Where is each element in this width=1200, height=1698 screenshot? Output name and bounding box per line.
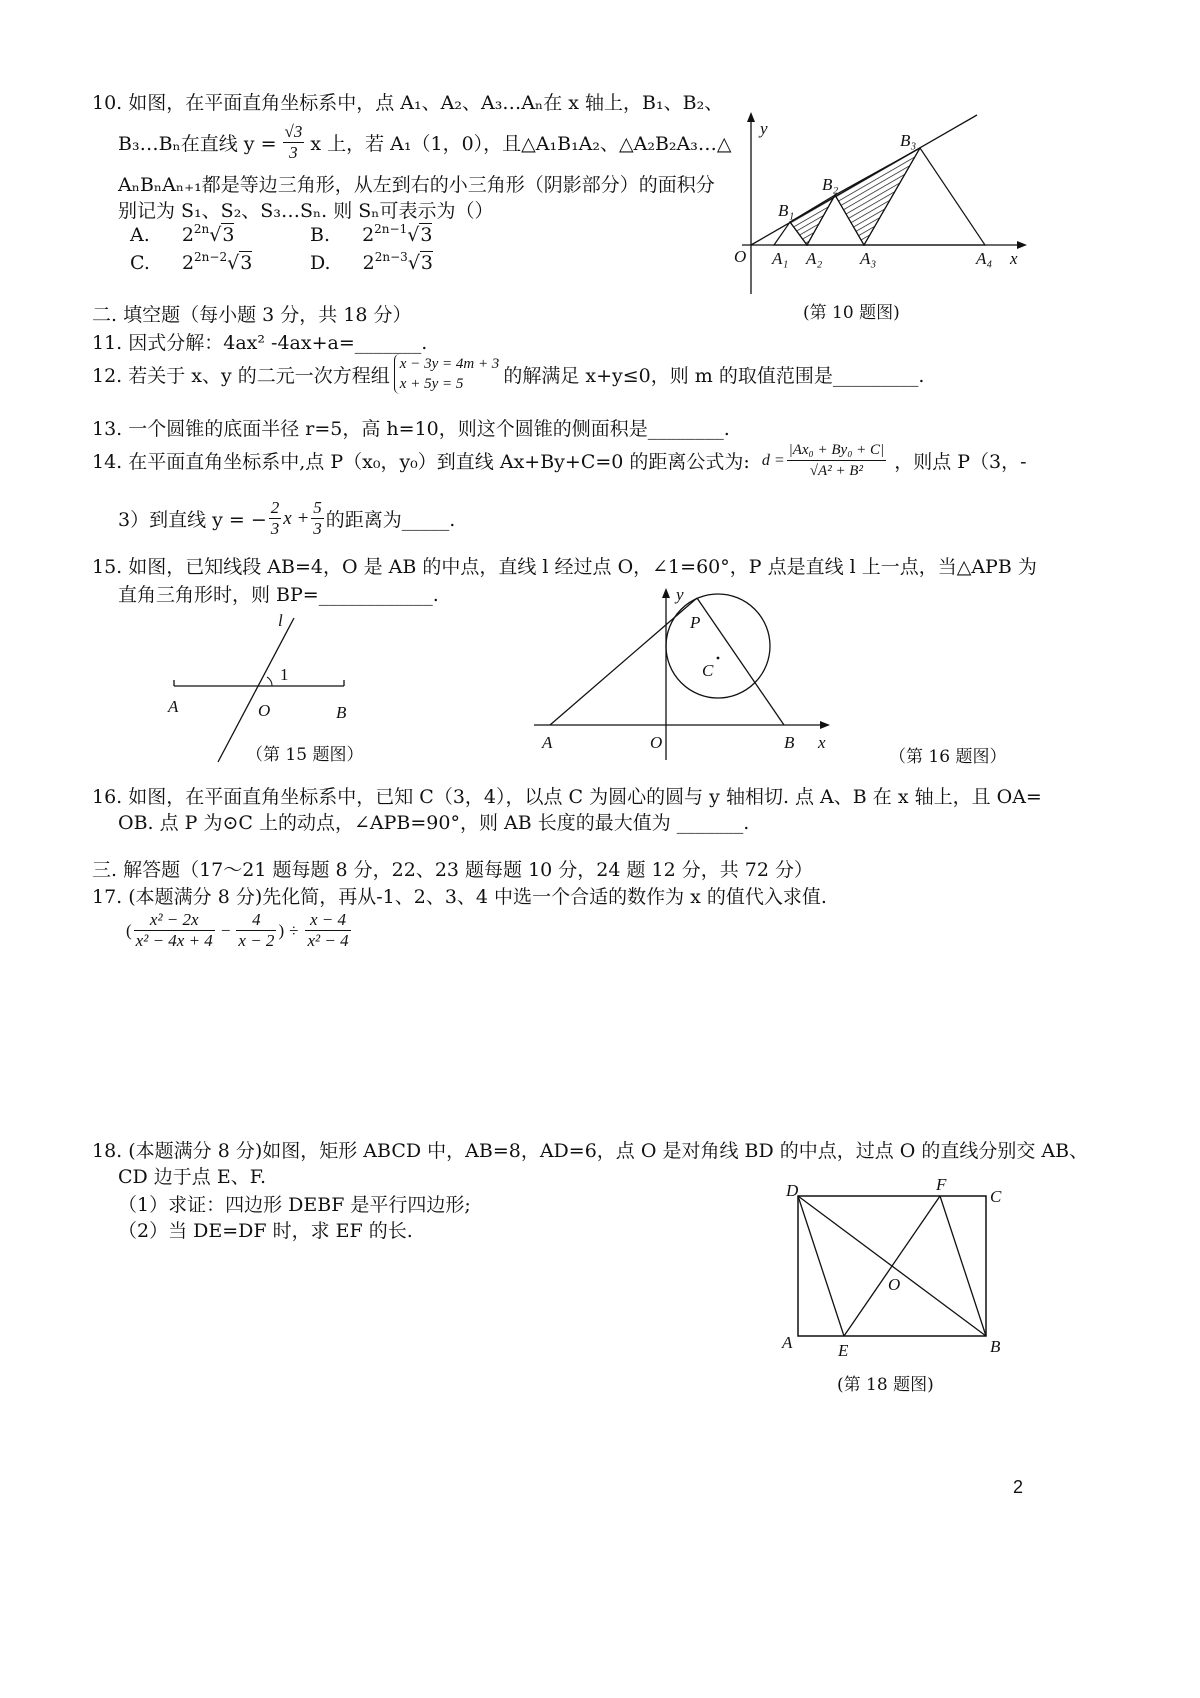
label-e: E xyxy=(838,1341,849,1360)
x-axis-arrow xyxy=(820,721,830,729)
x-axis-arrow xyxy=(1017,241,1027,249)
label-a3: A₃ xyxy=(860,249,877,268)
q14-line2-pre: 3）到直线 y = − xyxy=(118,509,267,531)
q14-frac1 xyxy=(269,498,282,539)
option-letter: D. xyxy=(310,252,331,274)
q10-line1: 10. 如图，在平面直角坐标系中，点 A₁、A₂、A₃…Aₙ在 x 轴上，B₁、B₂、 xyxy=(92,92,724,114)
q14-mid: x + xyxy=(283,507,310,529)
q14-d: d = xyxy=(761,451,785,469)
q17-expression: ( $\frac{\text{x² − 2x}}{\text{x² − 4x + 4}}$ − $\frac{4}{x - 2}$ ) ÷ $\frac{x - 4}{\text{x² − 4}}$ xyxy=(126,910,349,950)
label-o: O xyxy=(258,701,271,720)
q17-line1: 17. (本题满分 8 分)先化简，再从-1、2、3、4 中选一个合适的数作为 x 的值代入求值. xyxy=(92,886,827,908)
q13: 13. 一个圆锥的底面半径 r=5，高 h=10，则这个圆锥的侧面积是________. xyxy=(92,418,730,440)
q18-figure xyxy=(780,1170,1040,1360)
q18-line1: 18. (本题满分 8 分)如图，矩形 ABCD 中，AB=8，AD=6，点 O 是对角线 BD 的中点，过点 O 的直线分别交 AB、 xyxy=(92,1140,1089,1162)
q10-line4: 别记为 S₁、S₂、S₃…Sₙ. 则 Sₙ可表示为（） xyxy=(118,200,494,222)
q16-figure-caption: （第 16 题图） xyxy=(889,747,1007,767)
frac-den: x² − 4 xyxy=(307,931,349,950)
q15-line1: 15. 如图，已知线段 AB=4，O 是 AB 的中点，直线 l 经过点 O，∠1=60°，P 点是直线 l 上一点，当△APB 为 xyxy=(92,556,1037,578)
label-y: y xyxy=(676,585,684,604)
q10-option-b[interactable]: B. $2^{2n-1}√3$ xyxy=(310,222,433,246)
q10-option-c[interactable]: C. $2^{2n-2}√3$ xyxy=(130,250,253,274)
q10-line2-pre: B₃…Bₙ在直线 y = xyxy=(118,133,277,155)
label-l: l xyxy=(278,611,283,630)
q16-figure xyxy=(534,582,844,762)
label-b1: B₁ xyxy=(778,201,795,220)
option-letter: C. xyxy=(130,252,150,274)
frac-num: x² − 2x xyxy=(149,910,199,929)
q14-pre: 14. 在平面直角坐标系中,点 P（x₀，y₀）到直线 Ax+By+C=0 的距离公式为: xyxy=(92,451,750,473)
label-b: B xyxy=(990,1337,1001,1356)
label-a: A xyxy=(782,1333,793,1352)
label-f: F xyxy=(936,1175,947,1194)
shaded-2 xyxy=(835,148,920,245)
label-c: C xyxy=(702,661,714,680)
frac-num: 5 xyxy=(313,498,322,517)
q18-part1: （1）求证：四边形 DEBF 是平行四边形; xyxy=(118,1194,471,1216)
label-a: A xyxy=(168,697,179,716)
center-dot xyxy=(717,657,720,660)
q18-part2: （2）当 DE=DF 时，求 EF 的长. xyxy=(118,1220,413,1242)
q10-line2 xyxy=(118,122,732,163)
q10-option-a[interactable]: A. $2^{2n}√3$ xyxy=(130,222,235,246)
y-axis-arrow xyxy=(747,112,755,122)
q14-frac2 xyxy=(311,498,324,539)
q10-line2-post: x 上，若 A₁（1，0），且△A₁B₁A₂、△A₂B₂A₃…△ xyxy=(310,133,732,155)
label-d: D xyxy=(786,1181,799,1200)
section3-heading: 三. 解答题（17～21 题每题 8 分，22、23 题每题 10 分，24 题 12 分，共 72 分） xyxy=(92,859,814,881)
label-x: x xyxy=(818,733,826,752)
q10-figure-caption: (第 10 题图) xyxy=(803,303,900,323)
q18-figure-caption: (第 18 题图) xyxy=(837,1375,934,1395)
option-exponent: 2n−3 xyxy=(374,250,408,264)
q10-option-d[interactable]: D. $2^{2n-3}√3$ xyxy=(310,250,434,274)
q12 xyxy=(92,354,924,394)
label-a: A xyxy=(542,733,553,752)
frac-den: x − 2 xyxy=(238,931,275,950)
label-p: P xyxy=(690,613,701,632)
q16-line1: 16. 如图，在平面直角坐标系中，已知 C（3，4），以点 C 为圆心的圆与 y 轴相切. 点 A、B 在 x 轴上，且 OA= xyxy=(92,786,1042,808)
q15-figure-caption: （第 15 题图） xyxy=(246,745,364,765)
q17-frac1 xyxy=(134,910,215,951)
frac-num: 4 xyxy=(252,910,261,929)
label-b3: B₃ xyxy=(900,131,917,150)
q10-figure xyxy=(732,112,1032,312)
segment-de xyxy=(798,1196,844,1336)
q14-line2-post: 的距离为_____. xyxy=(325,509,456,531)
q10-line3: AₙBₙAₙ₊₁都是等边三角形，从左到右的小三角形（阴影部分）的面积分 xyxy=(118,174,715,196)
q12-equation-system xyxy=(394,354,500,394)
q14-formula-den: √A² + B² xyxy=(787,460,887,481)
frac-num: x − 4 xyxy=(310,910,347,929)
q14-formula-num: |Ax₀ + By₀ + C| xyxy=(788,442,885,458)
q12-post: 的解满足 x+y≤0，则 m 的取值范围是_________. xyxy=(503,364,925,387)
q10-line2-fraction xyxy=(283,122,305,163)
label-c: C xyxy=(990,1187,1002,1206)
label-b2: B₂ xyxy=(822,175,839,194)
label-o: O xyxy=(888,1275,901,1294)
frac-den: 3 xyxy=(270,519,280,538)
q15-line2: 直角三角形时，则 BP=____________. xyxy=(118,584,439,606)
q14-post: ，则点 P（3，- xyxy=(894,451,1027,473)
q18-line2: CD 边于点 E、F. xyxy=(118,1166,266,1188)
option-letter: B. xyxy=(310,224,331,246)
q12-eq1: x − 3y = 4m + 3 xyxy=(399,356,500,372)
y-axis-arrow xyxy=(662,588,670,598)
q16-line2: OB. 点 P 为⊙C 上的动点，∠APB=90°，则 AB 长度的最大值为 _______. xyxy=(118,812,750,834)
q17-frac3 xyxy=(305,910,350,951)
label-a4: A₄ xyxy=(976,249,993,268)
frac-den: 3 xyxy=(313,519,322,538)
q11: 11. 因式分解：4ax² -4ax+a=_______. xyxy=(92,332,428,354)
label-b: B xyxy=(784,733,795,752)
q12-pre: 12. 若关于 x、y 的二元一次方程组 xyxy=(92,364,390,387)
q14-formula xyxy=(787,440,887,481)
section2-heading: 二. 填空题（每小题 3 分，共 18 分） xyxy=(92,304,412,326)
q14-line1 xyxy=(92,440,1027,481)
angle-1-arc xyxy=(267,677,272,686)
label-b: B xyxy=(336,703,347,722)
option-exponent: 2n−1 xyxy=(374,222,408,236)
option-exponent: 2n xyxy=(193,222,210,236)
segment-ap xyxy=(550,598,697,725)
segment-ef xyxy=(844,1196,940,1336)
label-origin: O xyxy=(734,247,747,266)
option-letter: A. xyxy=(130,224,150,246)
page-number: 2 xyxy=(1013,1477,1024,1497)
segment-fb xyxy=(940,1196,986,1336)
frac-den: x² − 4x + 4 xyxy=(135,931,213,950)
label-y: y xyxy=(760,119,768,138)
label-a1: A₁ xyxy=(772,249,789,268)
frac-num: 2 xyxy=(270,498,280,517)
q17-frac2 xyxy=(236,910,276,951)
q12-eq2: x + 5y = 5 xyxy=(399,376,464,392)
q10-line2-frac-den: 3 xyxy=(283,142,305,163)
label-o: O xyxy=(650,733,663,752)
option-exponent: 2n−2 xyxy=(194,250,228,264)
label-angle-1: 1 xyxy=(280,665,289,684)
shaded-1 xyxy=(790,195,835,245)
label-a2: A₂ xyxy=(806,249,823,268)
q14-line2 xyxy=(118,498,455,539)
q10-line2-frac-num: √3 xyxy=(284,122,303,141)
label-x: x xyxy=(1010,249,1018,268)
